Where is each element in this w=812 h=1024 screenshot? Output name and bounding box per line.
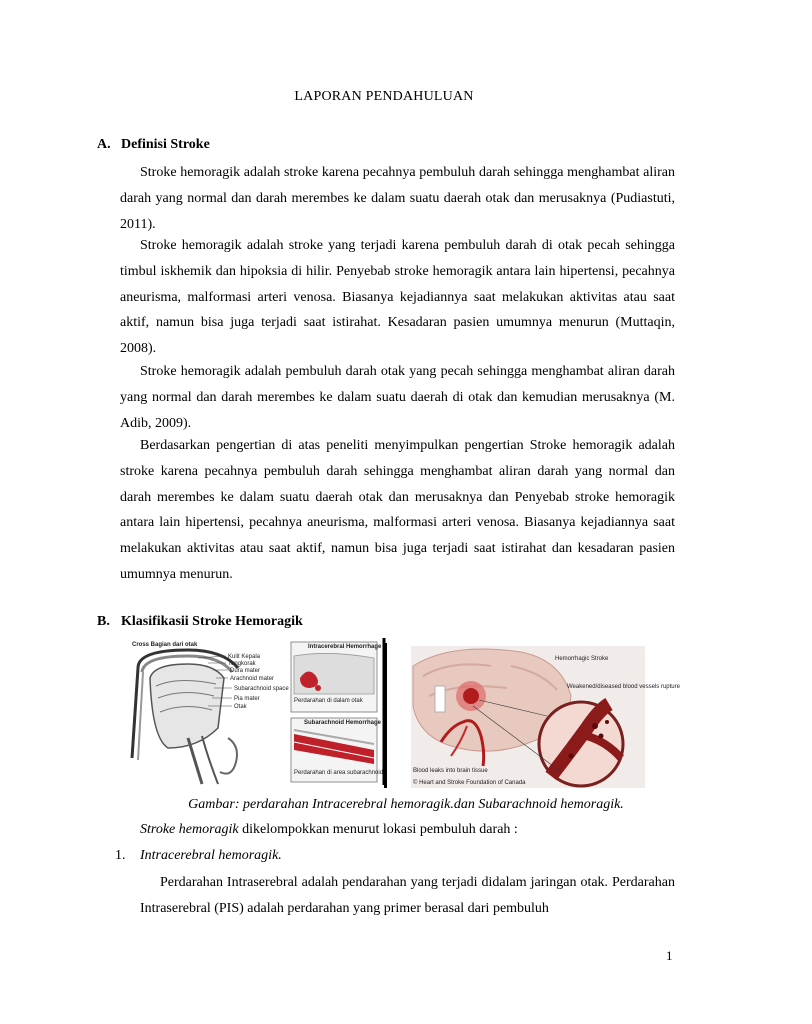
numbered-item-1 <box>115 848 282 864</box>
label-dura-mater: Dura mater <box>230 668 261 674</box>
page-number: 1 <box>666 948 673 963</box>
label-tengkorak: Tengkorak <box>228 661 256 667</box>
figure-separator <box>384 643 387 788</box>
item-1-number: 1. <box>115 848 126 863</box>
paragraph-1: Stroke hemoragik adalah stroke karena pecahnya pembuluh darah sehingga menghambat aliran darah yang normal dan darah merembes ke dalam suatu daerah otak dan merusaknya (Pudiastuti, 2011). <box>120 165 675 232</box>
paragraph-4: Berdasarkan pengertian di atas peneliti menyimpulkan pengertian Stroke hemoragik adalah stroke karena pecahnya pembuluh darah sehingga menghambat aliran darah yang normal dan darah merembes ke dalam suatu daerah otak dan merusaknya dan Penyebab stroke hemoragik antara lain hipertensi, pecahnya aneurisma, malformasi arteri venosa. Biasanya kejadiannya saat melakukan aktivitas atau saat aktif, namun bisa juga terjadi saat istirahat dan kesadaran pasien umumnya menurun. <box>120 438 675 582</box>
subarachnoid-panel <box>291 718 383 782</box>
item-1-paragraph: Perdarahan Intraserebral adalah pendarahan yang terjadi didalam jaringan otak. Perdarahan Intraserebral (PIS) adalah perdarahan yang primer berasal dari pembuluh <box>140 875 675 916</box>
page-title: LAPORAN PENDAHULUAN <box>294 89 474 104</box>
hemorrhagic-stroke-figure <box>411 646 680 788</box>
intro-italic: Stroke hemoragik <box>140 822 239 837</box>
brain-cross-section-figure <box>128 638 384 785</box>
label-subarachnoid: Subarachnoid space <box>234 686 289 692</box>
paragraph-2: Stroke hemoragik adalah stroke yang terjadi karena pembuluh darah di otak pecah sehingga timbul iskhemik dan hipoksia di hilir. Penyebab stroke hemoragik antara lain hipertensi, pecahnya aneurisma, malformasi arteri venosa. Biasanya kejadiannya saat melakukan aktivitas atau saat aktif, namun bisa juga terjadi saat istirahat. Kesadaran pasien umumnya menurun (Muttaqin, 2008). <box>120 238 675 357</box>
vessel-zoom-circle <box>539 702 623 786</box>
right-figure-title: Hemorrhagic Stroke <box>555 656 609 662</box>
section-a-title: Definisi Stroke <box>121 137 210 152</box>
intracerebral-panel <box>291 642 382 712</box>
section-b-title: Klasifikasii Stroke Hemoragik <box>121 614 303 629</box>
label-pia-mater: Pia mater <box>234 696 260 702</box>
label-arachnoid: Arachnoid mater <box>230 676 275 682</box>
intracerebral-caption: Perdarahan di dalam otak <box>294 698 363 704</box>
subarachnoid-title: Subarachnoid Hemorrhage <box>304 720 382 726</box>
right-label-blood-leaks: Blood leaks into brain tissue <box>413 768 488 774</box>
intro-rest: dikelompokkan menurut lokasi pembuluh darah : <box>238 822 518 837</box>
section-a-heading <box>97 137 210 153</box>
section-a-label: A. <box>97 137 111 152</box>
right-credit: © Heart and Stroke Foundation of Canada <box>413 780 526 786</box>
item-1-label: Intracerebral hemoragik. <box>140 848 282 863</box>
label-kulit-kepala: Kulit Kepala <box>228 654 261 660</box>
right-label-weakened: Weakened/diseased blood vessels rupture <box>567 684 680 690</box>
figure-caption: Gambar: perdarahan Intracerebral hemoragik.dan Subarachnoid hemoragik. <box>188 797 624 812</box>
paragraph-3: Stroke hemoragik adalah pembuluh darah otak yang pecah sehingga menghambat aliran darah yang normal dan darah merembes ke dalam suatu daerah di otak dan kemudian merusaknya (M. Adib, 2009). <box>120 364 675 431</box>
intracerebral-title: Intracerebral Hemorrhage <box>308 644 382 650</box>
figure-left-title: Cross Bagian dari otak <box>132 642 198 648</box>
subarachnoid-caption: Perdarahan di area subarachnoid <box>294 770 384 776</box>
classification-intro <box>140 822 518 838</box>
label-otak: Otak <box>234 704 247 710</box>
section-b-label: B. <box>97 614 110 629</box>
section-b-heading <box>97 614 303 630</box>
